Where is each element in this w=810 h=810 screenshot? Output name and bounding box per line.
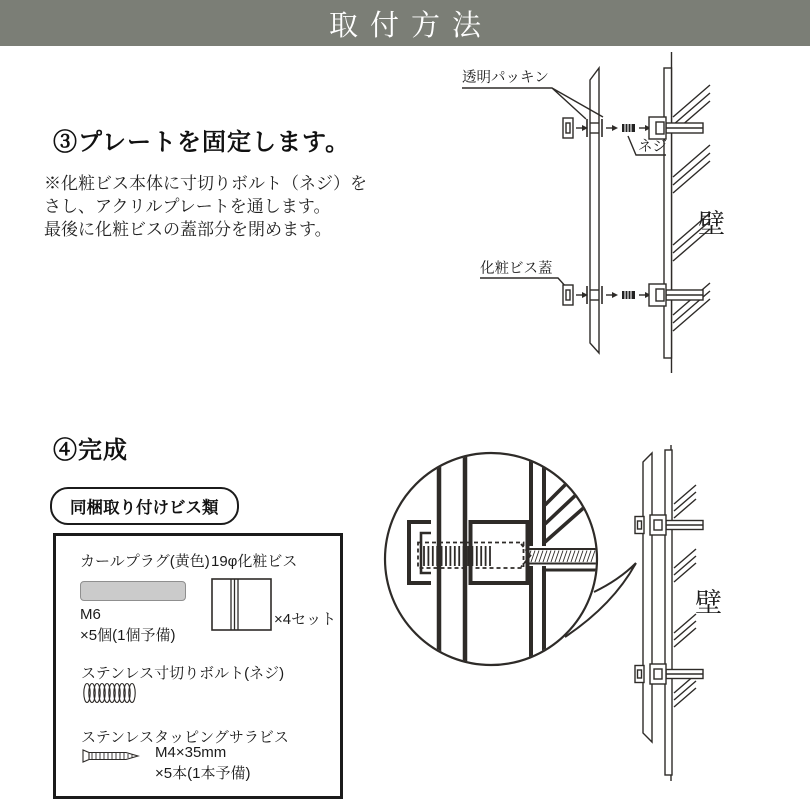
bis-qty: ×4セット xyxy=(274,611,337,628)
bottom-diagram-lines xyxy=(635,445,703,781)
wall-panel xyxy=(665,450,672,775)
threaded-bolt-shape xyxy=(81,681,139,705)
header-bar xyxy=(0,0,810,46)
label-wall-top: 壁 xyxy=(698,209,725,239)
label-transparent-packing: 透明パッキン xyxy=(462,70,549,86)
step3-note-line2: さし、アクリルプレートを通します。 xyxy=(44,197,331,216)
parts-box xyxy=(53,533,343,799)
included-parts-badge: 同梱取り付けビス類 xyxy=(50,487,239,525)
label-screw-cap: 化粧ビス蓋 xyxy=(480,261,553,277)
step3-title: ③プレートを固定します。 xyxy=(53,129,351,156)
screw-assembly-bottom xyxy=(563,284,703,306)
top-diagram-lines xyxy=(462,52,710,373)
step3-note xyxy=(44,172,367,241)
screw-assembly-top xyxy=(563,117,703,139)
top-diagram xyxy=(440,45,810,385)
bis-label: 19φ化粧ビス xyxy=(211,553,298,570)
plug-size: M6 xyxy=(80,606,101,623)
curl-plug-shape xyxy=(80,581,186,601)
step4-title: ④完成 xyxy=(53,437,128,464)
page-title: 取付方法 xyxy=(328,9,493,42)
decorative-screw-shape xyxy=(211,578,273,632)
tapping-size: M4×35mm xyxy=(155,744,227,761)
cross-section xyxy=(409,453,605,665)
step3-note-line1: ※化粧ビス本体に寸切りボルト（ネジ）を xyxy=(44,174,367,193)
wall-panel xyxy=(664,68,672,358)
tapping-screw-shaft xyxy=(527,549,597,564)
bolt-label: ステンレス寸切りボルト(ネジ) xyxy=(81,665,285,682)
acrylic-plate xyxy=(643,453,652,742)
step3-note-line3: 最後に化粧ビスの蓋部分を閉めます。 xyxy=(44,220,332,239)
tapping-qty: ×5本(1本予備) xyxy=(155,765,251,782)
label-wall-bottom: 壁 xyxy=(695,588,722,618)
tapping-label: ステンレスタッピングサラビス xyxy=(81,729,289,746)
bottom-diagram xyxy=(600,440,810,785)
plug-label: カールプラグ(黄色) xyxy=(80,553,210,570)
plug-qty: ×5個(1個予備) xyxy=(80,627,176,644)
tapping-screw-shape xyxy=(81,746,145,766)
screw-body-cross-section xyxy=(471,522,528,583)
label-screw: ネジ xyxy=(638,139,667,155)
